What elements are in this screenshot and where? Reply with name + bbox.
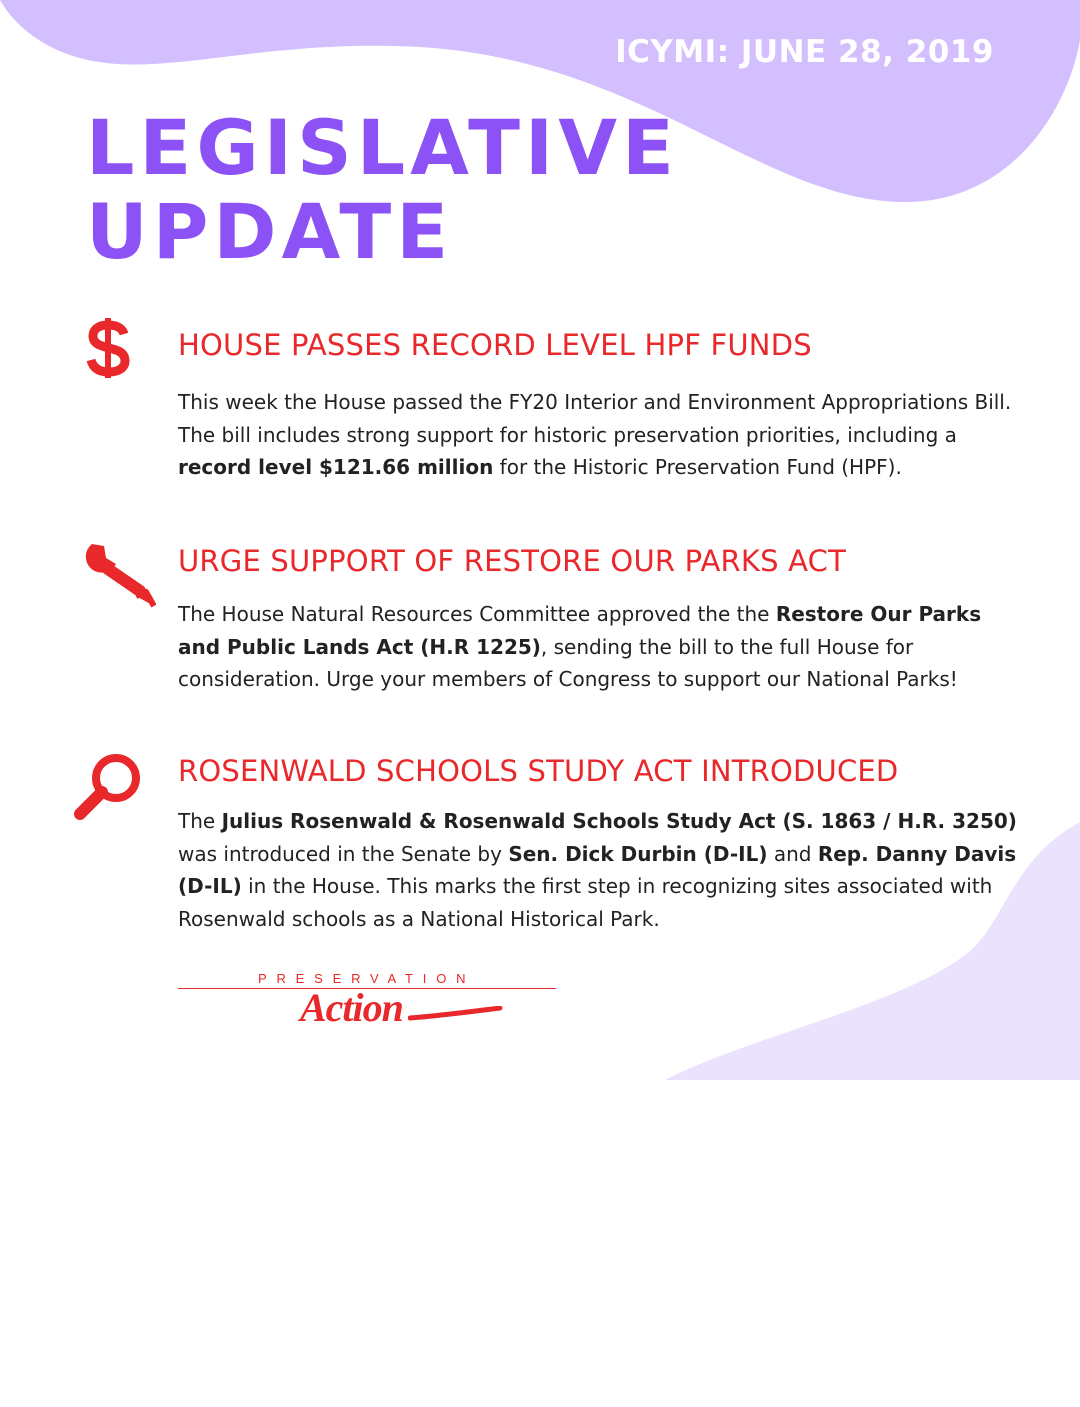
preservation-action-logo (178, 968, 558, 1032)
logo-swash (408, 1006, 508, 1022)
dollar-icon (84, 316, 134, 380)
section-heading: HOUSE PASSES RECORD LEVEL HPF FUNDS (178, 328, 812, 362)
section-body: This week the House passed the FY20 Interior and Environment Appropriations Bill. The bill includes strong support for historic preservation priorities, including a record level $121.66 million for the Historic Preservation Fund (HPF). (178, 390, 1012, 479)
logo-top-text: PRESERVATION (258, 971, 476, 986)
logo-script-text: Action (300, 985, 403, 1030)
wrench-icon (84, 536, 156, 608)
section-body: The House Natural Resources Committee approved the the Restore Our Parks and Public Lands Act (H.R 1225), sending the bill to the full House for consideration. Urge your members of Congress to support our National Parks! (178, 602, 982, 691)
section-heading: ROSENWALD SCHOOLS STUDY ACT INTRODUCED (178, 754, 899, 788)
title-line-2: UPDATE (86, 187, 454, 276)
section-body: The Julius Rosenwald & Rosenwald Schools Study Act (S. 1863 / H.R. 3250) was introduced in the Senate by Sen. Dick Durbin (D-IL) and Rep. Danny Davis (D-IL) in the House. This marks the first step in recognizing sites associated with Rosenwald schools as a National Historical Park. (178, 809, 1017, 931)
date-label: ICYMI: JUNE 28, 2019 (615, 34, 994, 70)
page-title (86, 103, 679, 276)
magnifier-icon (72, 750, 148, 826)
section-heading: URGE SUPPORT OF RESTORE OUR PARKS ACT (178, 544, 847, 578)
title-line-1: LEGISLATIVE (86, 103, 679, 192)
